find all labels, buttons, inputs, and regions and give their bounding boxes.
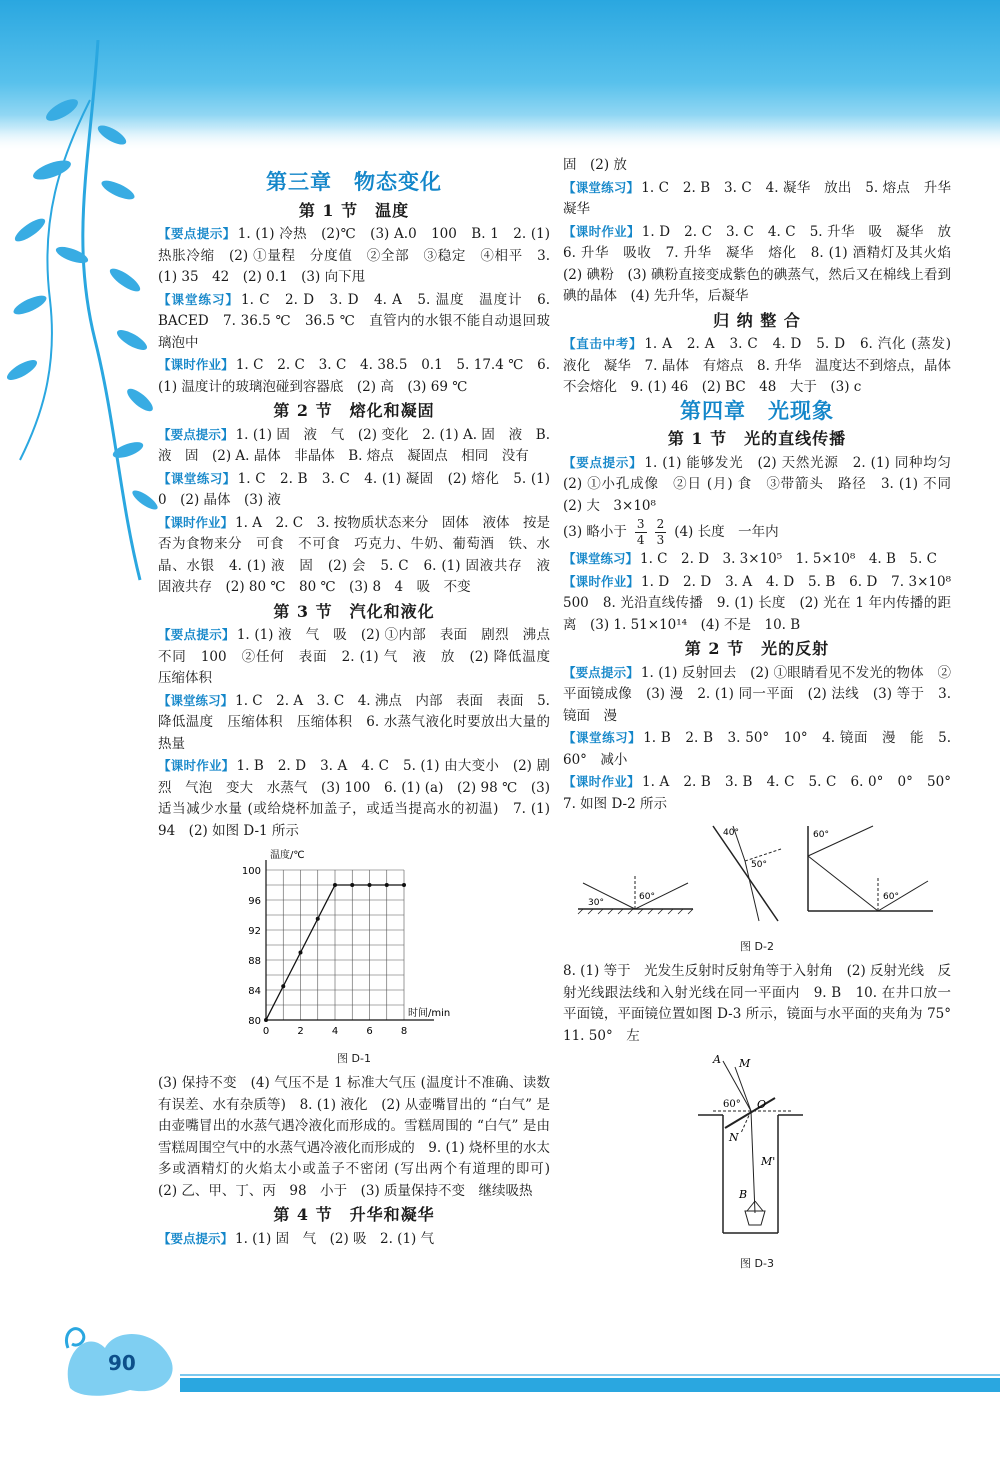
figure-d1 xyxy=(158,848,550,1069)
section-title: 第 1 节 光的直线传播 xyxy=(667,429,847,448)
answer-text: 1. (1) 反射回去 (2) ①眼睛看见不发光的物体 ②平面镜成像 (3) 漫 2. (1) 同一平面 (2) 法线 (3) 等于 3. 镜面 漫 xyxy=(563,664,951,724)
answer-block xyxy=(158,289,550,355)
point-label: O xyxy=(757,1098,767,1111)
answer-text: 1. B 2. D 3. A 4. C 5. (1) 由大变小 (2) 剧烈 气泡 变大 水蒸气 (3) 100 6. (1) (a) (2) 98 ℃ (3) 适当减少水量 (或给烧杯加盖子，或适当提高水的初温) 7. (1) 94 (2) 如图 D-1 所示 xyxy=(158,758,550,839)
answer-block xyxy=(563,177,965,221)
chapter3-title: 第三章 物态变化 xyxy=(266,170,442,194)
point-label: M' xyxy=(761,1155,776,1168)
angle-label: 40° xyxy=(723,828,739,838)
answer-block xyxy=(158,690,550,756)
section-title: 第 2 节 熔化和凝固 xyxy=(273,401,435,420)
angle-label: 60° xyxy=(813,830,829,840)
figure-d2 xyxy=(563,821,951,957)
answer-text: 1. C 2. B 3. C 4. 凝华 放出 5. 熔点 升华 凝华 xyxy=(563,179,965,217)
answer-block xyxy=(158,424,550,468)
answer-text: 1. D 2. C 3. C 4. C 5. 升华 吸 凝华 放 6. 升华 吸收 7. 升华 凝华 熔化 8. (1) 酒精灯及其火焰 (2) 碘粉 (3) 碘粉直接变成紫色的碘蒸气，然后又在棉线上看到碘的晶体 (4) 先升华，后凝华 xyxy=(563,223,965,304)
tag-class-practice: 【课堂练习】 xyxy=(158,470,236,486)
tag-key-points: 【要点提示】 xyxy=(158,226,236,241)
data-point xyxy=(385,883,389,887)
data-point xyxy=(333,883,337,887)
answer-text: (4) 长度 一年内 xyxy=(674,523,779,540)
x-tick-label: 6 xyxy=(366,1026,373,1037)
section-title: 第 2 节 光的反射 xyxy=(684,639,830,658)
answer-block xyxy=(158,223,550,289)
x-tick-label: 2 xyxy=(297,1026,304,1037)
answer-text: 1. D 2. D 3. A 4. D 5. B 6. D 7. 3×10⁸ 500 8. 光沿直线传播 9. (1) 长度 (2) 光在 1 年内传播的距离 (3) 1. 51×10¹⁴ (4) 不是 10. B xyxy=(563,573,965,633)
y-tick-label: 96 xyxy=(248,896,261,907)
tag-homework: 【课时作业】 xyxy=(158,357,234,372)
data-point xyxy=(281,984,285,988)
temperature-time-chart xyxy=(158,848,550,1038)
tag-class-practice: 【课堂练习】 xyxy=(563,730,642,745)
y-tick-label: 88 xyxy=(248,956,261,967)
y-tick-label: 100 xyxy=(241,866,261,877)
tag-key-points: 【要点提示】 xyxy=(158,1230,234,1246)
answer-block xyxy=(158,624,564,690)
data-point xyxy=(350,883,354,887)
well-mirror-diagram xyxy=(563,1053,951,1243)
chapter4-title: 第四章 光现象 xyxy=(680,398,834,423)
answer-block xyxy=(563,221,965,308)
angle-label: 50° xyxy=(751,860,767,870)
tag-homework: 【课时作业】 xyxy=(563,223,640,239)
section-title: 第 4 节 升华和凝华 xyxy=(273,1205,435,1224)
answer-text: 1. C 2. D 3. 3×10⁵ 1. 5×10⁸ 4. B 5. C xyxy=(640,551,937,567)
answer-text: 1. (1) 固 液 气 (2) 变化 2. (1) A. 固 液 B. 液 固 (2) A. 晶体 非晶体 B. 熔点 凝固点 相同 没有 xyxy=(158,426,550,464)
summary-title: 归 纳 整 合 xyxy=(713,310,801,330)
angle-label: 60° xyxy=(723,1099,741,1110)
fraction xyxy=(635,517,647,548)
answer-text: 1. C 2. B 3. C 4. (1) 凝固 (2) 熔化 5. (1) 0 (2) 晶体 (3) 液 xyxy=(158,470,550,508)
y-tick-label: 92 xyxy=(248,926,261,937)
answer-text: 1. (1) 固 气 (2) 吸 2. (1) 气 xyxy=(235,1230,435,1247)
answer-block xyxy=(158,1228,550,1251)
data-point xyxy=(402,883,406,887)
tag-key-points: 【要点提示】 xyxy=(563,664,639,680)
vine-decoration xyxy=(0,40,160,600)
answer-block xyxy=(563,517,951,548)
page-number: 90 xyxy=(108,1351,136,1375)
tag-homework: 【课时作业】 xyxy=(563,573,640,589)
tag-key-points: 【要点提示】 xyxy=(158,426,234,442)
section-title: 第 3 节 汽化和液化 xyxy=(273,601,435,621)
y-tick-label: 80 xyxy=(248,1016,261,1027)
fraction xyxy=(655,517,667,548)
answer-block xyxy=(158,755,550,842)
answer-text: 1. (1) 能够发光 (2) 天然光源 2. (1) 同种均匀 (2) ①小孔成像 ②日 (月) 食 ③带箭头 路径 3. (1) 不同 (2) 大 3×10⁸ xyxy=(563,454,965,514)
footer-bar xyxy=(180,1378,1000,1392)
answer-block xyxy=(563,333,965,399)
answer-continuation: 固 (2) 放 xyxy=(563,157,627,173)
x-tick-label: 4 xyxy=(331,1026,339,1037)
answer-text: 1. B 2. B 3. 50° 10° 4. 镜面 漫 能 5. 60° 减小 xyxy=(563,730,951,768)
point-label: A xyxy=(713,1053,721,1066)
tag-key-points: 【要点提示】 xyxy=(563,454,643,470)
answer-block xyxy=(563,452,965,518)
reflection-diagrams xyxy=(563,821,951,926)
angle-label: 30° xyxy=(588,898,604,908)
answer-block xyxy=(563,771,965,815)
section-title: 第 1 节 温度 xyxy=(298,200,410,220)
answer-text: 1. C 2. C 3. C 4. 38.5 0.1 5. 17.4 ℃ 6. (1) 温度计的玻璃泡碰到容器底 (2) 高 (3) 69 ℃ xyxy=(158,357,550,395)
y-axis-label: 温度/℃ xyxy=(270,850,305,861)
tag-homework: 【课时作业】 xyxy=(158,514,234,530)
answer-block xyxy=(158,468,550,512)
footer-line xyxy=(180,1374,1000,1376)
answer-block xyxy=(563,662,951,728)
answer-block: (3) 保持不变 (4) 气压不是 1 标准大气压 (温度计不准确、读数有误差、水有杂质等) 8. (1) 液化 (2) 从壶嘴冒出的 “白气” 是由壶嘴冒出的水蒸气遇冷液化而形成的。雪糕周围的 “白气” 是由雪糕周围空气中的水蒸气遇冷液化而形成的 9. (1) 烧杯里的水太多或酒精灯的火焰太小或盖子不密闭 (写出两个有道理的即可) (2) 乙、甲、丁、丙 98 小于 (3) 质量保持不变 继续吸热 xyxy=(158,1075,564,1199)
fraction-numerator: 3 xyxy=(636,517,645,531)
point-label: M xyxy=(739,1057,751,1070)
fraction-numerator: 2 xyxy=(656,517,665,531)
tag-key-points: 【要点提示】 xyxy=(158,627,235,642)
answer-text: 1. (1) 冷热 (2)℃ (3) A.0 100 B. 1 2. (1) 热胀冷缩 (2) ①量程 分度值 ②全部 ③稳定 ④相平 3. (1) 35 42 (2) 0.1 (3) 向下甩 xyxy=(158,226,550,285)
answer-text: 1. A 2. B 3. B 4. C 5. C 6. 0° 0° 50° 7. 如图 D-2 所示 xyxy=(563,774,965,812)
fraction-denominator: 4 xyxy=(636,533,645,547)
point-label: N xyxy=(729,1131,739,1144)
data-point xyxy=(299,951,303,955)
answer-block xyxy=(158,512,564,599)
figure-caption: 图 D-2 xyxy=(740,939,774,953)
figure-caption: 图 D-3 xyxy=(740,1256,774,1270)
tag-class-practice: 【课堂练习】 xyxy=(158,692,234,708)
angle-label: 60° xyxy=(639,892,655,902)
right-column xyxy=(563,155,965,1278)
data-point xyxy=(264,1018,268,1022)
tag-homework: 【课时作业】 xyxy=(158,758,235,773)
answer-block: 8. (1) 等于 光发生反射时反射角等于入射角 (2) 反射光线 反射光线跟法线和入射光线在同一平面内 9. B 10. 在井口放一平面镜，平面镜位置如图 D-3 所示，镜面与水平面的夹角为 75° 11. 50° 左 xyxy=(563,963,965,1044)
x-tick-label: 0 xyxy=(262,1026,270,1037)
data-point xyxy=(316,917,320,921)
angle-label: 60° xyxy=(883,892,899,902)
y-tick-label: 84 xyxy=(248,986,261,997)
figure-caption: 图 D-1 xyxy=(337,1051,371,1065)
answer-text: 1. (1) 液 气 吸 (2) ①内部 表面 剧烈 沸点 不同 100 ②任何 表面 2. (1) 气 液 放 (2) 降低温度 压缩体积 xyxy=(158,627,564,686)
answer-text: 1. A 2. A 3. C 4. D 5. D 6. 汽化 (蒸发) 液化 凝华 7. 晶体 有熔点 8. 升华 温度达不到熔点，晶体不会熔化 9. (1) 46 (2) BC 48 大于 (3) c xyxy=(563,336,965,395)
answer-text: 1. A 2. C 3. 按物质状态来分 固体 液体 按是否为食物来分 可食 不可食 巧克力、牛奶、葡萄酒 铁、水晶、水银 4. (1) 液 固 (2) 会 5. C 6. (1) 固液共存 液 固液共存 (2) 80 ℃ 80 ℃ (3) 8 4 吸 不变 xyxy=(158,514,564,595)
answer-block xyxy=(563,571,965,637)
tag-class-practice: 【课堂练习】 xyxy=(563,179,640,195)
tag-class-practice: 【课堂练习】 xyxy=(563,551,639,566)
x-axis-label: 时间/min xyxy=(408,1008,451,1019)
tag-exam: 【直击中考】 xyxy=(563,336,643,351)
answer-text: (3) 略小于 xyxy=(563,523,627,540)
answer-text: 1. C 2. A 3. C 4. 沸点 内部 表面 表面 5. 降低温度 压缩体积 压缩体积 6. 水蒸气液化时要放出大量的热量 xyxy=(158,692,550,752)
answer-block xyxy=(158,354,550,398)
answer-block xyxy=(563,548,951,571)
left-column xyxy=(158,170,564,1250)
figure-d3 xyxy=(563,1053,951,1274)
data-point xyxy=(368,883,372,887)
answer-block xyxy=(563,727,951,771)
answer-text: 1. C 2. D 3. D 4. A 5. 温度 温度计 6. BACED 7. 36.5 ℃ 36.5 ℃ 直管内的水银不能自动退回玻璃泡中 xyxy=(158,291,550,351)
point-label: B xyxy=(739,1188,748,1201)
tag-class-practice: 【课堂练习】 xyxy=(158,291,240,307)
x-tick-label: 8 xyxy=(400,1026,408,1037)
tag-homework: 【课时作业】 xyxy=(563,774,640,789)
fraction-denominator: 3 xyxy=(656,533,665,547)
